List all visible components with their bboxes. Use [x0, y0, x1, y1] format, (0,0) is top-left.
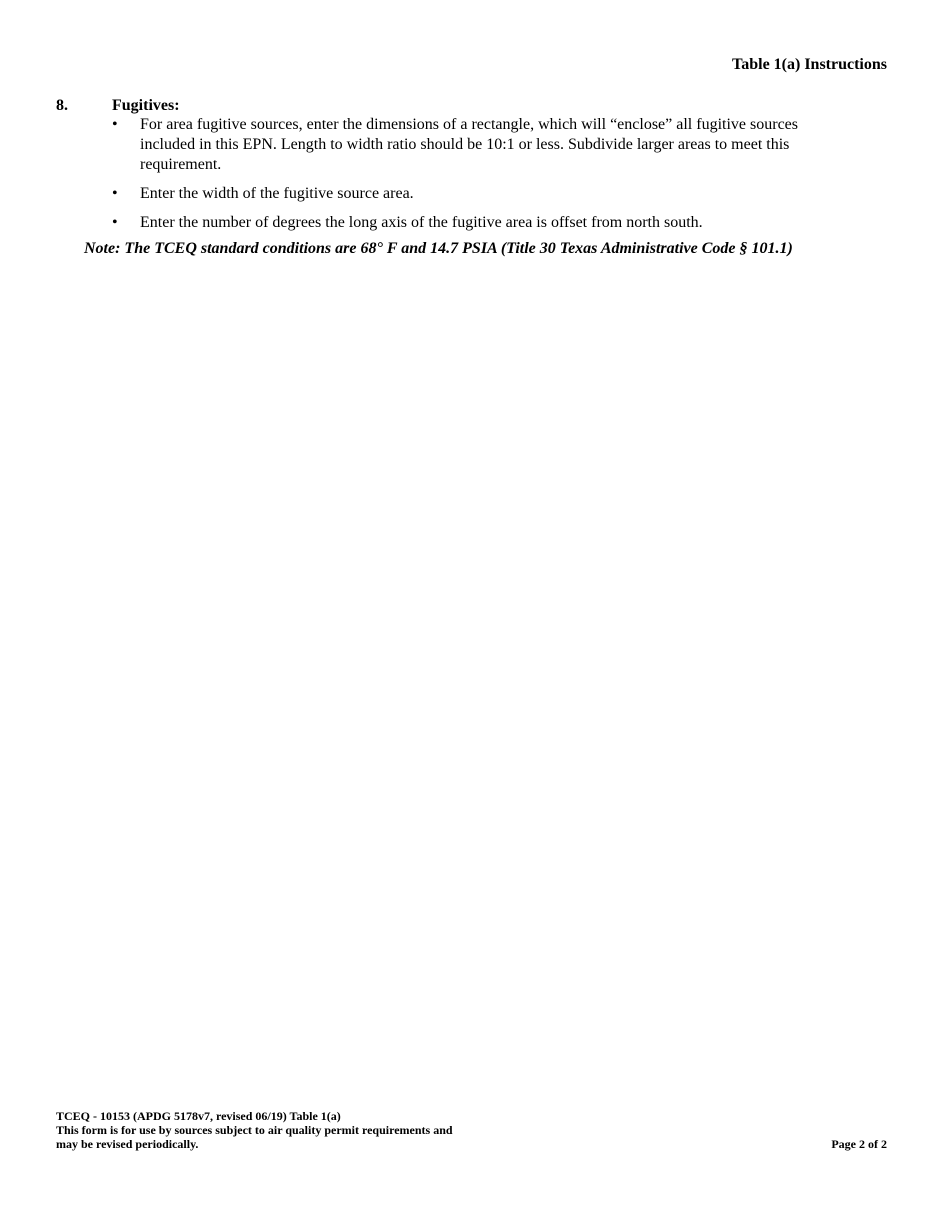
list-item-text: For area fugitive sources, enter the dimensions of a rectangle, which will “enclose” all fugitive sources included in this EPN. Length to width ratio should be 10:1 or less. Subdivide larger areas to meet this requirement. [140, 116, 798, 173]
section-heading-text: Fugitives: [112, 97, 180, 114]
bullet-list [56, 115, 856, 233]
bullet-icon: • [112, 185, 118, 202]
list-item [112, 184, 856, 204]
bullet-icon: • [112, 116, 118, 133]
standard-conditions-note: Note: The TCEQ standard conditions are 68° F and 14.7 PSIA (Title 30 Texas Administrative Code § 101.1) [84, 240, 793, 257]
page-number: Page 2 of 2 [831, 1137, 887, 1151]
section-fugitives [56, 96, 856, 242]
list-item-text: Enter the number of degrees the long axis of the fugitive area is offset from north south. [140, 214, 703, 231]
footer-line-1: TCEQ - 10153 (APDG 5178v7, revised 06/19) Table 1(a) [56, 1109, 341, 1123]
section-number: 8. [56, 97, 68, 114]
list-item-text: Enter the width of the fugitive source area. [140, 185, 414, 202]
footer-line-3: may be revised periodically. [56, 1137, 199, 1151]
page-title: Table 1(a) Instructions [732, 56, 887, 73]
footer-line-2: This form is for use by sources subject to air quality permit requirements and [56, 1123, 453, 1137]
list-item [112, 115, 856, 175]
bullet-icon: • [112, 214, 118, 231]
list-item [112, 213, 856, 233]
footer-form-info [56, 1109, 453, 1151]
section-heading [56, 96, 856, 115]
